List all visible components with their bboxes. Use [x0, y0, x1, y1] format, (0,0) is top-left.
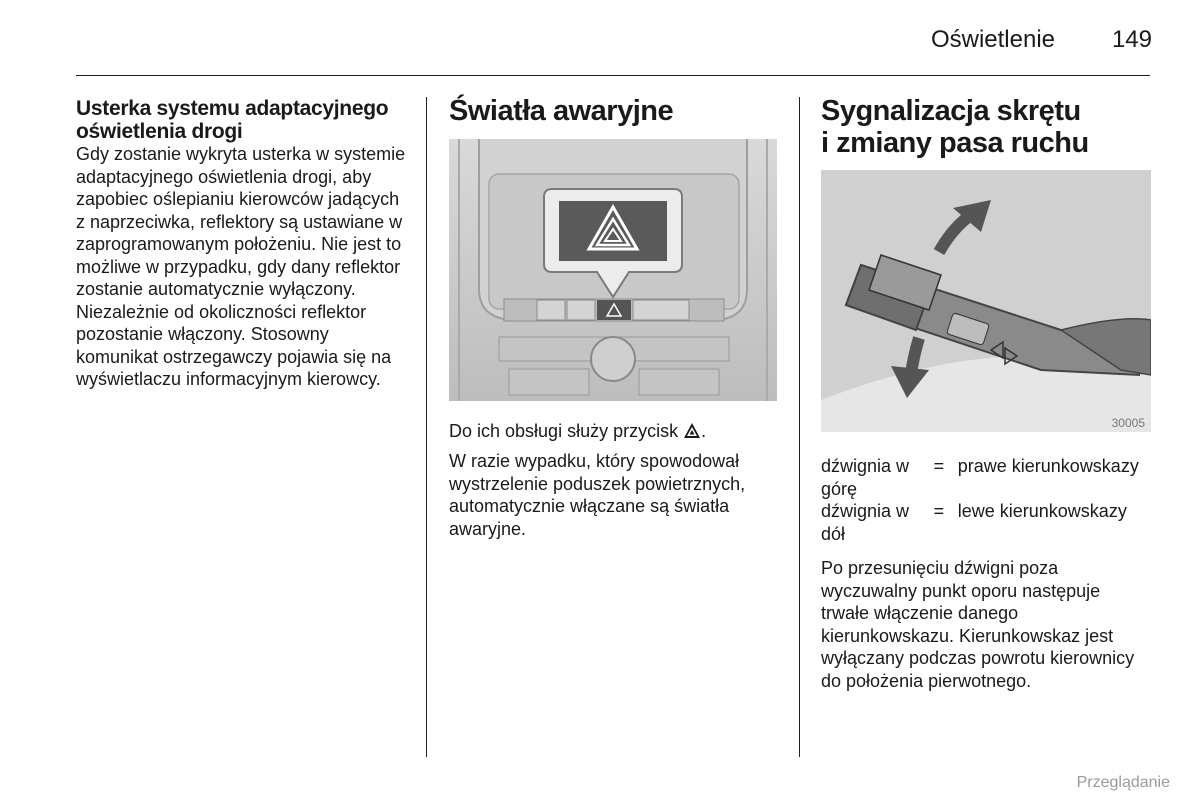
column-adaptive-lighting-fault — [76, 97, 411, 391]
legend-def-down: lewe kierunkowskazy — [957, 501, 1127, 521]
lever-legend — [821, 455, 1151, 545]
column-hazard-lights — [449, 95, 779, 127]
page-number: 149 — [1111, 26, 1152, 53]
legend-row-down — [821, 500, 1151, 545]
section-heading-turn-signals-line2: i zmiany pasa ruchu — [821, 127, 1089, 159]
column-divider-2 — [799, 97, 800, 757]
hazard-operate-suffix: . — [701, 421, 707, 441]
figure-code: 30005 — [1111, 416, 1145, 430]
paragraph-hazard-crash: W razie wypadku, który spowodował wystrzelenie poduszek powietrznych, automatycznie włączane są światła awaryjne. — [449, 451, 746, 539]
hazard-triangle-icon — [683, 422, 701, 445]
paragraph-turn-signal: Po przesunięciu dźwigni poza wyczuwalny punkt oporu następuje trwałe włączenie danego kierunkowskazu. Kierunkowskaz jest wyłączany podczas powrotu kierownicy do położenia pierwotnego. — [821, 558, 1135, 691]
legend-term-down: dźwignia w dół — [821, 501, 910, 544]
legend-term-up: dźwignia w górę — [821, 456, 910, 499]
paragraph-hazard-operate — [449, 420, 779, 445]
page-section-title: Oświetlenie — [930, 26, 1055, 53]
column-divider-1 — [426, 97, 427, 757]
header-divider — [76, 75, 1150, 76]
section-heading-adaptive-fault: Usterka systemu adaptacyjnego oświetlenia drogi — [76, 97, 389, 143]
column-turn-signals — [821, 95, 1151, 159]
legend-equals: = — [933, 456, 945, 476]
legend-row-up — [821, 455, 1151, 500]
legend-def-up: prawe kierunkowskazy — [957, 456, 1139, 476]
hazard-console-illustration — [449, 139, 777, 401]
turn-signal-lever-illustration — [821, 170, 1151, 432]
paragraph-adaptive-fault: Gdy zostanie wykryta usterka w systemie adaptacyjnego oświetlenia drogi, aby zapobiec oślepianiu kierowców jadących z naprzeciwka, reflektory są ustawiane w zaprogramowanym położeniu. Nie jest to możliwe w przypadku, gdy dany reflektor zostanie automatycznie wyłączony. Niezależnie od okoliczności reflektor pozostanie włączony. Stosowny komunikat ostrzegawczy pojawia się na wyświetlaczu informacyjnym kierowcy. — [76, 144, 406, 389]
section-heading-turn-signals-line1: Sygnalizacja skrętu — [821, 95, 1081, 127]
legend-equals: = — [933, 501, 945, 521]
section-heading-hazard: Światła awaryjne — [449, 95, 674, 127]
hazard-operate-text: Do ich obsługi służy przycisk — [449, 421, 679, 441]
footer-watermark: Przeglądanie — [1076, 774, 1170, 791]
